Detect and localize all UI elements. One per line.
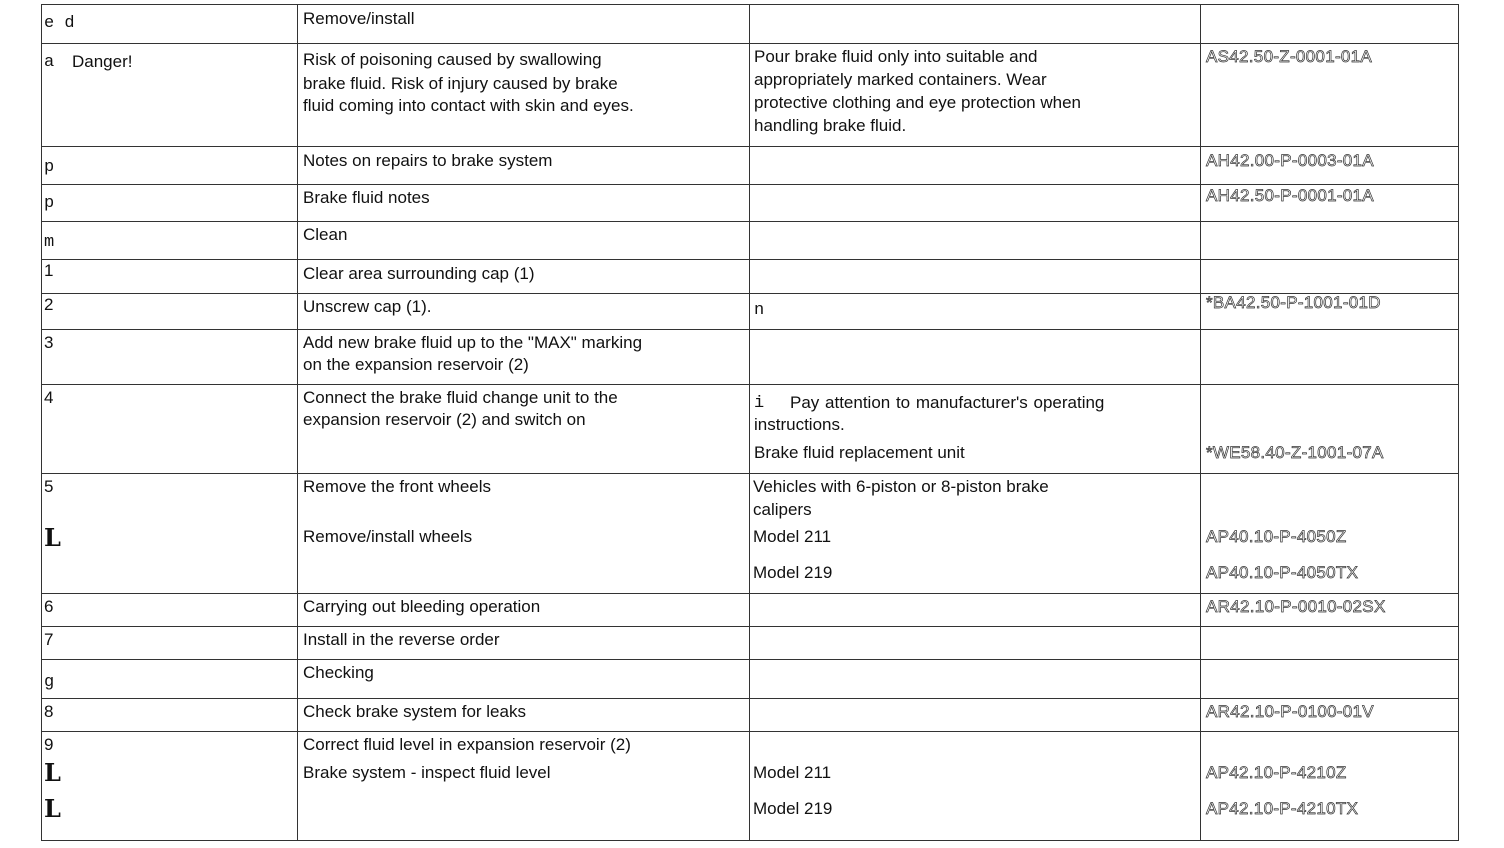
- step-text: Checking: [303, 663, 374, 682]
- table-row: [42, 147, 1458, 185]
- step-text: Connect the brake fluid change unit to the: [303, 388, 618, 407]
- step-text: Correct fluid level in expansion reservoir (2): [303, 735, 631, 754]
- step-number: 4: [44, 388, 54, 407]
- note-symbol-icon: p: [44, 158, 55, 177]
- precaution-text: Pour brake fluid only into suitable and: [754, 47, 1038, 66]
- reference-link[interactable]: *WE58.40-Z-1001-07A: [1206, 443, 1384, 462]
- table-row: [42, 330, 1458, 385]
- step-number: 8: [44, 702, 54, 721]
- step-text: Clean: [303, 225, 348, 244]
- step-text: Carrying out bleeding operation: [303, 597, 541, 616]
- link-symbol-icon: L: [44, 794, 61, 823]
- link-symbol-icon: L: [44, 758, 61, 787]
- step-text: Notes on repairs to brake system: [303, 151, 553, 170]
- table-row: [42, 474, 1458, 594]
- model-text: Model 211: [753, 763, 832, 782]
- model-text: Model 211: [753, 527, 832, 546]
- reference-link[interactable]: AP42.10-P-4210Z: [1206, 763, 1347, 782]
- note-symbol-icon: p: [44, 194, 55, 213]
- reference-link[interactable]: AS42.50-Z-0001-01A: [1206, 47, 1373, 66]
- procedure-table: [41, 4, 1459, 841]
- reference-link[interactable]: AR42.10-P-0100-01V: [1206, 702, 1374, 721]
- precaution-text: protective clothing and eye protection when: [754, 93, 1081, 112]
- step-text: expansion reservoir (2) and switch on: [303, 410, 586, 429]
- reference-link[interactable]: AP40.10-P-4050TX: [1206, 563, 1359, 582]
- hazard-text: fluid coming into contact with skin and eyes.: [303, 96, 634, 115]
- step-text: Unscrew cap (1).: [303, 297, 432, 316]
- info-text: Pay attention to manufacturer's operating: [790, 393, 1105, 412]
- tool-name: Brake fluid replacement unit: [754, 443, 965, 462]
- check-symbol-icon: g: [44, 673, 55, 692]
- step-number: 3: [44, 333, 54, 352]
- reference-link[interactable]: AR42.10-P-0010-02SX: [1206, 597, 1386, 616]
- precaution-text: handling brake fluid.: [754, 116, 907, 135]
- step-number: 7: [44, 630, 54, 649]
- reference-link[interactable]: AH42.50-P-0001-01A: [1206, 186, 1374, 205]
- clean-symbol-icon: m: [44, 233, 55, 252]
- step-text: on the expansion reservoir (2): [303, 355, 529, 374]
- table-row: [42, 732, 1458, 840]
- step-text: Check brake system for leaks: [303, 702, 526, 721]
- danger-symbol-icon: a: [44, 53, 55, 72]
- step-text: Remove/install wheels: [303, 527, 473, 546]
- table-row: [42, 627, 1458, 660]
- table-row: [42, 594, 1458, 627]
- table-row: [42, 185, 1458, 222]
- table-row: [42, 699, 1458, 732]
- reference-link[interactable]: *BA42.50-P-1001-01D: [1206, 293, 1381, 312]
- table-row: [42, 222, 1458, 260]
- table-row: [42, 660, 1458, 699]
- info-text: instructions.: [754, 415, 845, 434]
- hazard-text: Risk of poisoning caused by swallowing: [303, 50, 602, 69]
- symbol-ed-icon: e d: [44, 14, 75, 33]
- danger-label: Danger!: [72, 52, 133, 71]
- table-row: [42, 44, 1458, 147]
- step-text: Add new brake fluid up to the "MAX" marking: [303, 333, 643, 352]
- condition-text: calipers: [753, 500, 812, 519]
- step-number: 1: [44, 261, 54, 280]
- tool-symbol-icon: n: [754, 301, 765, 320]
- step-text: Install in the reverse order: [303, 630, 500, 649]
- step-number: 9: [44, 735, 54, 754]
- step-text: Remove/install: [303, 9, 415, 28]
- precaution-text: appropriately marked containers. Wear: [754, 70, 1047, 89]
- step-number: 6: [44, 597, 54, 616]
- table-row: [42, 385, 1458, 474]
- step-text: Brake fluid notes: [303, 188, 430, 207]
- info-symbol-icon: i: [754, 394, 765, 413]
- model-text: Model 219: [753, 799, 833, 818]
- step-number: 5: [44, 477, 54, 496]
- table-row: [42, 260, 1458, 294]
- step-text: Brake system - inspect fluid level: [303, 763, 551, 782]
- reference-link[interactable]: AP40.10-P-4050Z: [1206, 527, 1347, 546]
- table-row: [42, 5, 1458, 44]
- hazard-text: brake fluid. Risk of injury caused by brake: [303, 74, 618, 93]
- step-text: Remove the front wheels: [303, 477, 492, 496]
- table-row: [42, 294, 1458, 330]
- step-number: 2: [44, 295, 54, 314]
- link-symbol-icon: L: [44, 523, 61, 552]
- reference-link[interactable]: AP42.10-P-4210TX: [1206, 799, 1359, 818]
- reference-link[interactable]: AH42.00-P-0003-01A: [1206, 151, 1374, 170]
- condition-text: Vehicles with 6-piston or 8-piston brake: [753, 477, 1049, 496]
- model-text: Model 219: [753, 563, 833, 582]
- step-text: Clear area surrounding cap (1): [303, 264, 535, 283]
